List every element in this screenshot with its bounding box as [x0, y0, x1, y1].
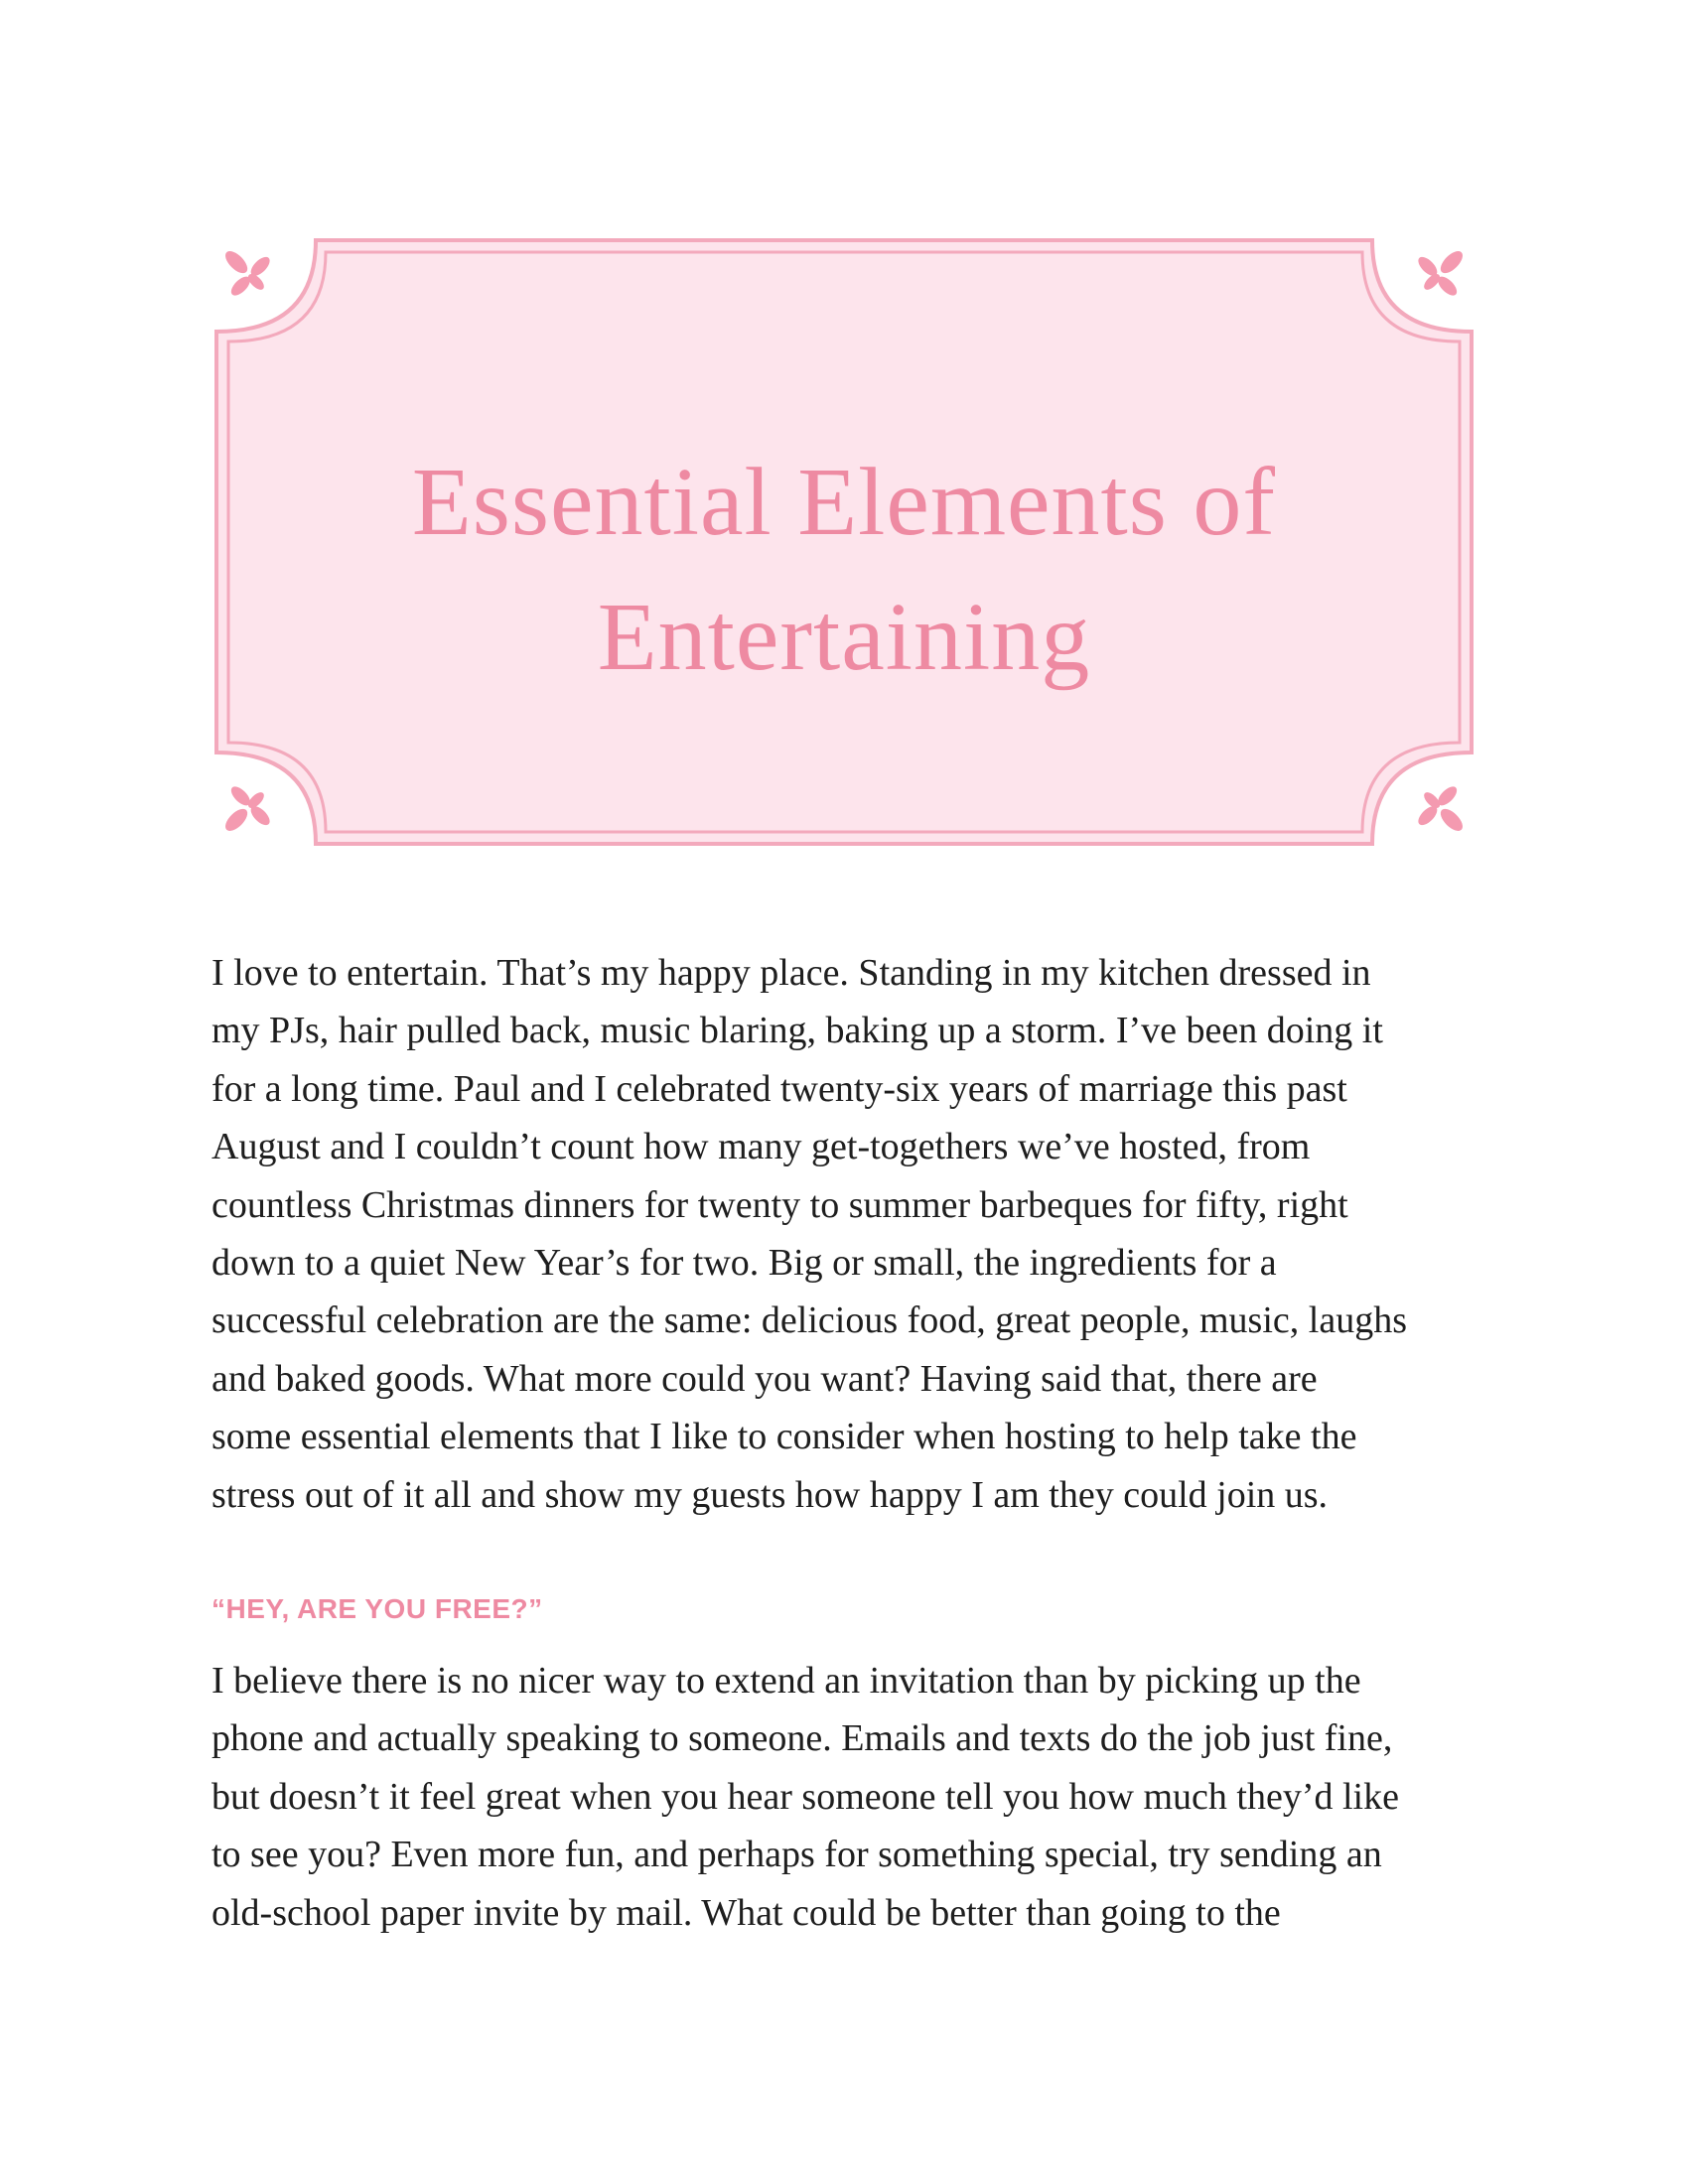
page-title — [209, 435, 1479, 705]
paragraph-line: I believe there is no nicer way to extend an invitation than by picking up the — [211, 1660, 1361, 1702]
intro-paragraph — [211, 944, 1487, 1524]
paragraph-line: August and I couldn’t count how many get-togethers we’ve hosted, from — [211, 1126, 1311, 1168]
title-frame — [209, 236, 1479, 848]
invitation-paragraph — [211, 1652, 1487, 1942]
paragraph-line: I love to entertain. That’s my happy place. Standing in my kitchen dressed in — [211, 952, 1371, 994]
paragraph-line: to see you? Even more fun, and perhaps for something special, try sending an — [211, 1834, 1382, 1876]
paragraph-line: old-school paper invite by mail. What could be better than going to the — [211, 1891, 1281, 1934]
title-line-2: Entertaining — [597, 584, 1091, 691]
section-heading: “HEY, ARE YOU FREE?” — [211, 1593, 543, 1624]
paragraph-line: my PJs, hair pulled back, music blaring, baking up a storm. I’ve been doing it — [211, 1010, 1383, 1052]
paragraph-line: but doesn’t it feel great when you hear someone tell you how much they’d like — [211, 1775, 1399, 1818]
title-line-1: Essential Elements of — [411, 449, 1277, 556]
paragraph-line: down to a quiet New Year’s for two. Big or small, the ingredients for a — [211, 1242, 1277, 1285]
paragraph-line: and baked goods. What more could you want? Having said that, there are — [211, 1357, 1318, 1400]
paragraph-line: countless Christmas dinners for twenty to summer barbeques for fifty, right — [211, 1183, 1348, 1226]
paragraph-line: some essential elements that I like to consider when hosting to help take the — [211, 1416, 1357, 1458]
paragraph-line: successful celebration are the same: delicious food, great people, music, laughs — [211, 1299, 1407, 1342]
paragraph-line: phone and actually speaking to someone. Emails and texts do the job just fine, — [211, 1717, 1393, 1760]
paragraph-line: for a long time. Paul and I celebrated twenty-six years of marriage this past — [211, 1067, 1347, 1110]
paragraph-line: stress out of it all and show my guests how happy I am they could join us. — [211, 1473, 1329, 1516]
